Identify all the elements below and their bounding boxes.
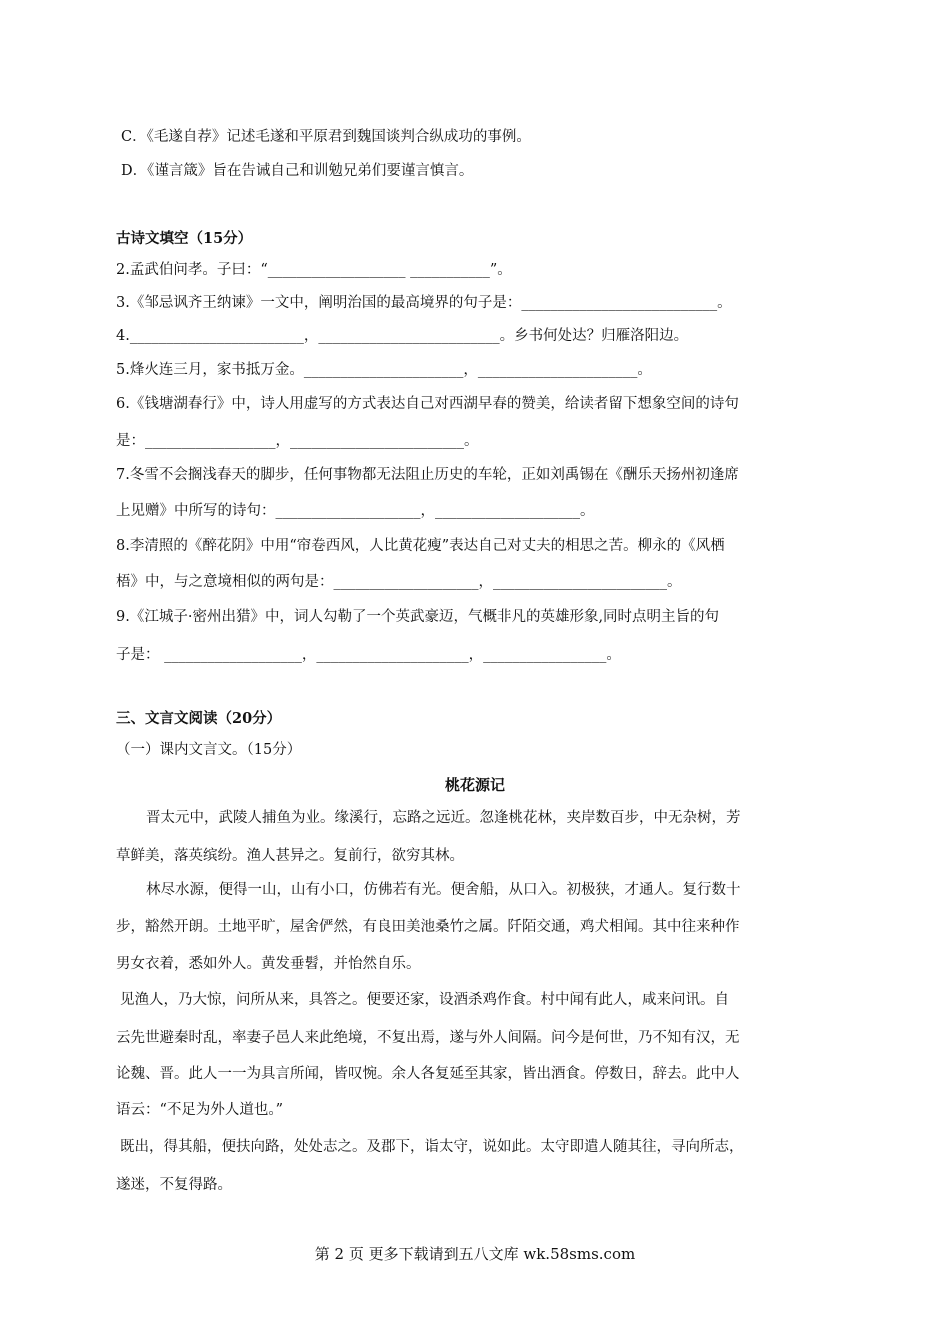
question-2: 2.孟武伯问孝。子曰：“___________________ ___________”。 [116, 262, 512, 278]
section-heading-classical: 三、文言文阅读（20分） [116, 710, 282, 727]
page-footer: 第 2 页 更多下载请到五八文库 wk.58sms.com [314, 1245, 636, 1263]
passage-p2-line-2: 步，豁然开朗。土地平旷，屋舍俨然，有良田美池桑竹之属。阡陌交通，鸡犬相闻。其中往来种作 [116, 919, 740, 935]
question-6-line-1: 6.《钱塘湖春行》中，诗人用虚写的方式表达自己对西湖早春的赞美，给读者留下想象空间的诗句 [116, 396, 739, 412]
passage-p1-line-1: 晋太元中，武陵人捕鱼为业。缘溪行，忘路之远近。忽逢桃花林，夹岸数百步，中无杂树，芳 [146, 810, 741, 826]
question-9-line-2: 子是： ___________________，_____________________，_________________。 [116, 647, 621, 663]
passage-title: 桃花源记 [444, 776, 505, 794]
option-d: D．《谨言箴》旨在告诫自己和训勉兄弟们要谨言慎言。 [121, 163, 474, 179]
question-4: 4.________________________，_________________________。乡书何处达？归雁洛阳边。 [116, 328, 689, 344]
question-7-line-2: 上见赠》中所写的诗句：____________________，____________________。 [116, 503, 595, 519]
question-8-line-1: 8.李清照的《醉花阴》中用“帘卷西风，人比黄花瘦”表达自己对丈夫的相思之苦。柳永的《风栖 [116, 538, 725, 554]
passage-p3-line-4: 语云：“不足为外人道也。” [116, 1102, 284, 1118]
passage-p1-line-2: 草鲜美，落英缤纷。渔人甚异之。复前行，欲穷其林。 [116, 848, 464, 864]
subsection-heading: （一）课内文言文。（15分） [116, 742, 302, 758]
passage-p3-line-2: 云先世避秦时乱，率妻子邑人来此绝境，不复出焉，遂与外人间隔。问今是何世，乃不知有汉，无 [116, 1030, 740, 1046]
question-9-line-1: 9.《江城子·密州出猎》中，词人勾勒了一个英武豪迈，气概非凡的英雄形象,同时点明主旨的句 [116, 609, 720, 625]
question-8-line-2: 梧》中，与之意境相似的两句是：____________________，________________________。 [116, 574, 682, 590]
passage-p3-line-3: 论魏、晋。此人一一为具言所闻，皆叹惋。余人各复延至其家，皆出酒食。停数日，辞去。此中人 [116, 1066, 740, 1082]
question-3: 3.《邹忌讽齐王纳谏》一文中，阐明治国的最高境界的句子是：___________________________。 [116, 295, 732, 311]
passage-p3-line-1: 见渔人，乃大惊，问所从来，具答之。便要还家，设酒杀鸡作食。村中闻有此人，咸来问讯。自 [120, 992, 729, 1008]
question-7-line-1: 7.冬雪不会搁浅春天的脚步，任何事物都无法阻止历史的车轮，正如刘禹锡在《酬乐天扬州初逢席 [116, 467, 739, 483]
passage-p2-line-3: 男女衣着，悉如外人。黄发垂髫，并怡然自乐。 [116, 956, 421, 972]
option-c: C．《毛遂自荐》记述毛遂和平原君到魏国谈判合纵成功的事例。 [121, 129, 531, 145]
passage-p4-line-1: 既出，得其船，便扶向路，处处志之。及郡下，诣太守，说如此。太守即遣人随其往，寻向所志， [120, 1139, 744, 1155]
question-5: 5.烽火连三月，家书抵万金。______________________，______________________。 [116, 362, 652, 378]
passage-p2-line-1: 林尽水源，便得一山，山有小口，仿佛若有光。便舍船，从口入。初极狭，才通人。复行数十 [146, 882, 741, 898]
question-6-line-2: 是：__________________，________________________。 [116, 433, 479, 449]
section-heading-fill: 古诗文填空（15分） [116, 230, 253, 247]
passage-p4-line-2: 遂迷，不复得路。 [116, 1177, 232, 1193]
